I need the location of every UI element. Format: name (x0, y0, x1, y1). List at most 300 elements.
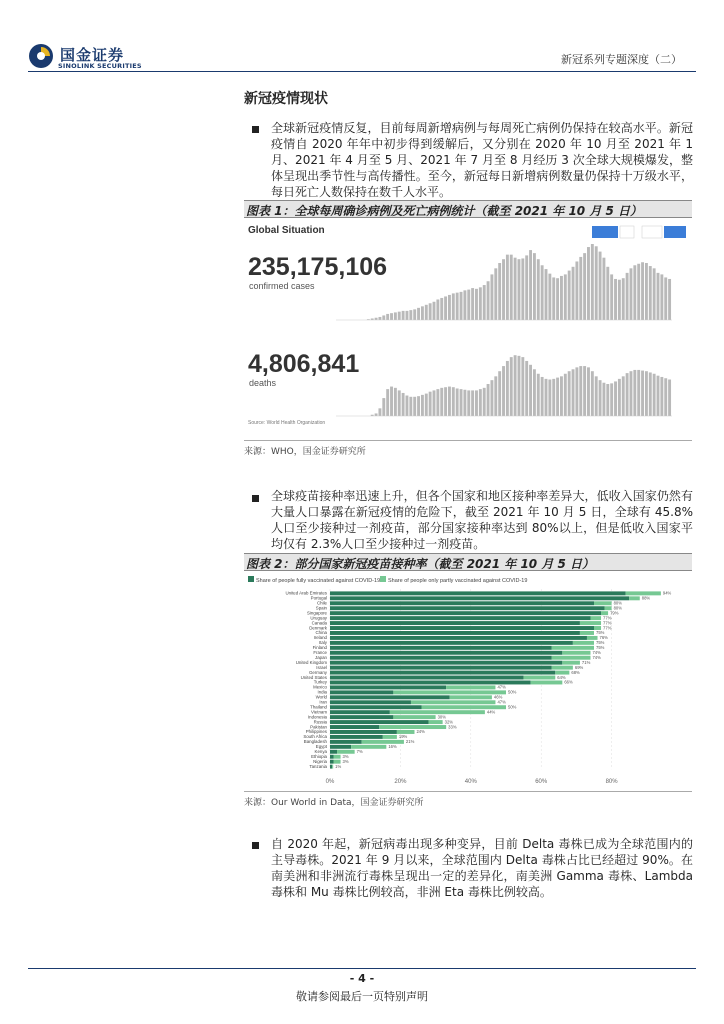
deaths-bar (545, 379, 548, 416)
cases-bar (614, 279, 617, 320)
deaths-bar (529, 365, 532, 416)
cases-bar (417, 308, 420, 320)
deaths-bar (610, 383, 613, 416)
bar-partly-vaccinated (594, 601, 612, 605)
cases-bar (587, 247, 590, 320)
country-label: Canada (311, 620, 327, 626)
cases-bar (521, 258, 524, 320)
cases-bar (375, 318, 378, 320)
bar-partly-vaccinated (552, 666, 573, 670)
toggle-button[interactable] (620, 226, 634, 238)
country-label: Singapore (306, 610, 327, 616)
country-label: United States (300, 674, 327, 680)
deaths-bar (479, 389, 482, 416)
bar-partly-vaccinated (393, 690, 506, 694)
bar-value-label: 77% (603, 615, 612, 621)
x-tick-label: 20% (394, 779, 407, 785)
deaths-bar (622, 376, 625, 416)
cases-bar (537, 259, 540, 320)
legend-partial-swatch (380, 576, 386, 582)
bar-partly-vaccinated (580, 631, 594, 635)
bar-value-label: 19% (398, 734, 408, 740)
country-label: Egypt (315, 744, 327, 750)
bar-fully-vaccinated (330, 606, 605, 610)
deaths-bar (664, 378, 667, 416)
deaths-bar (467, 390, 470, 416)
bar-partly-vaccinated (629, 596, 640, 600)
bar-value-label: 30% (437, 714, 446, 720)
deaths-bar (471, 390, 474, 416)
bar-partly-vaccinated (383, 735, 397, 739)
cases-bar (494, 268, 497, 320)
deaths-bar (556, 378, 559, 416)
cases-bar (572, 267, 575, 320)
deaths-bar (533, 369, 536, 416)
header-divider (28, 71, 696, 72)
bar-fully-vaccinated (330, 601, 594, 605)
deaths-label: deaths (249, 378, 277, 388)
bar-value-label: 79% (610, 610, 619, 616)
bar-value-label: 76% (599, 635, 608, 641)
cases-bar (467, 290, 470, 320)
toggle-button-active[interactable] (592, 226, 618, 238)
cases-bar (436, 299, 439, 320)
cases-bar (452, 293, 455, 320)
cases-bar (595, 246, 598, 320)
cases-bar (402, 311, 405, 320)
deaths-bar (463, 390, 466, 416)
country-label: South Africa (303, 734, 327, 740)
deaths-bar (483, 388, 486, 416)
country-label: China (315, 630, 327, 636)
cases-bar (556, 278, 559, 320)
country-label: Portugal (310, 595, 327, 601)
bar-partly-vaccinated (411, 700, 495, 704)
bar-value-label: 77% (603, 625, 612, 631)
country-label: Tanzania (309, 763, 327, 769)
bar-value-label: 74% (592, 654, 601, 660)
cases-bar (421, 306, 424, 320)
bar-value-label: 68% (571, 669, 580, 675)
cases-bar (502, 259, 505, 320)
cases-bar (382, 315, 385, 320)
bar-value-label: 66% (564, 679, 573, 685)
bar-value-label: 1% (335, 763, 342, 769)
bar-fully-vaccinated (330, 740, 362, 744)
logo-english-name: SINOLINK SECURITIES (58, 62, 142, 70)
deaths-bar (436, 389, 439, 416)
cases-bar (564, 274, 567, 320)
country-label: Pakistan (310, 724, 327, 730)
deaths-bar (409, 397, 412, 416)
bar-fully-vaccinated (330, 631, 580, 635)
cases-bar (630, 268, 633, 320)
deaths-bar (487, 384, 490, 416)
deaths-bar (386, 389, 389, 416)
bar-fully-vaccinated (330, 651, 562, 655)
cases-bar (506, 255, 509, 320)
cases-bar (653, 268, 656, 320)
deaths-bar (668, 380, 671, 416)
deaths-bar (614, 381, 617, 416)
deaths-bar (599, 380, 602, 416)
deaths-bar (429, 392, 432, 416)
footer-divider (28, 968, 696, 969)
bar-partly-vaccinated (362, 740, 404, 744)
cases-bar-series (367, 244, 671, 320)
bullet-icon (252, 842, 259, 849)
deaths-bar (502, 366, 505, 416)
cases-bar (398, 312, 401, 320)
country-label: Nigeria (313, 758, 327, 764)
bar-fully-vaccinated (330, 636, 587, 640)
toggle-button-2[interactable] (642, 226, 662, 238)
bar-value-label: 50% (508, 704, 517, 710)
country-label: Philippines (305, 729, 327, 735)
deaths-bar (637, 370, 640, 416)
bar-value-label: 94% (662, 590, 672, 596)
cases-bar (406, 311, 409, 320)
deaths-bar (541, 377, 544, 416)
cases-bar (460, 292, 463, 320)
country-label: France (313, 650, 327, 655)
cases-bar (483, 285, 486, 320)
figure-2-chart (246, 573, 690, 787)
cases-bar (487, 281, 490, 320)
country-label: Chile (316, 600, 327, 606)
bar-partly-vaccinated (562, 651, 590, 655)
figure-1-source-divider (244, 440, 692, 441)
cases-bar (463, 290, 466, 320)
cases-bar (518, 259, 521, 320)
deaths-bar (421, 395, 424, 416)
bar-fully-vaccinated (330, 725, 379, 729)
cases-bar (622, 278, 625, 320)
country-label: Ireland (313, 635, 327, 641)
bar-fully-vaccinated (330, 755, 334, 759)
bar-fully-vaccinated (330, 666, 552, 670)
figure-2-source-divider (244, 791, 692, 792)
bar-value-label: 69% (574, 664, 584, 670)
deaths-bar (602, 383, 605, 416)
cases-bar (433, 302, 436, 320)
deaths-bar (579, 366, 582, 416)
deaths-bar-series (371, 355, 671, 416)
country-label: Thailand (310, 704, 327, 710)
deaths-bar (591, 371, 594, 416)
bar-fully-vaccinated (330, 676, 524, 680)
confirmed-cases-value: 235,175,106 (248, 253, 388, 281)
deaths-bar (657, 376, 660, 416)
bar-fully-vaccinated (330, 690, 393, 694)
cases-bar (649, 266, 652, 320)
country-label: Denmark (309, 625, 327, 631)
country-label: Germany (308, 669, 327, 675)
cases-bar (548, 274, 551, 320)
cases-bar (664, 277, 667, 320)
deaths-bar (456, 388, 459, 416)
cases-bar (510, 255, 513, 320)
deaths-bar (510, 357, 513, 416)
x-tick-label: 80% (605, 779, 618, 785)
deaths-bar (653, 374, 656, 416)
bar-fully-vaccinated (330, 656, 552, 660)
vaccination-chart-svg (246, 573, 690, 787)
deaths-bar (460, 389, 463, 416)
deaths-bar (633, 370, 636, 416)
bar-partly-vaccinated (580, 621, 601, 625)
cases-bar (645, 263, 648, 320)
deaths-bar (417, 396, 420, 416)
deaths-bar (406, 396, 409, 416)
deaths-bar (440, 388, 443, 416)
deaths-bar (606, 384, 609, 416)
bar-partly-vaccinated (393, 715, 435, 719)
figure-2-caption-bar (244, 553, 692, 571)
cases-bar (378, 317, 381, 320)
cases-bar (633, 265, 636, 320)
bar-fully-vaccinated (330, 626, 594, 630)
bar-value-label: 75% (596, 640, 605, 646)
deaths-bar (444, 387, 447, 416)
cases-bar (413, 309, 416, 320)
bar-fully-vaccinated (330, 611, 601, 615)
section-title: 新冠疫情现状 (244, 91, 328, 107)
bar-value-label: 80% (613, 600, 622, 606)
cases-bar (583, 253, 586, 320)
bar-value-label: 75% (596, 645, 605, 651)
deaths-bar (575, 367, 578, 416)
deaths-bar (498, 371, 501, 416)
footer-disclaimer: 敬请参阅最后一页特别声明 (296, 990, 428, 1003)
cases-bar (456, 293, 459, 320)
x-tick-label: 40% (464, 779, 477, 785)
deaths-bar (390, 387, 393, 416)
bar-value-label: 74% (592, 650, 601, 655)
bar-value-label: 71% (581, 659, 591, 665)
x-tick-label: 60% (535, 779, 548, 785)
country-label: Bangladesh (303, 739, 327, 745)
country-label: United Arab Emirates (285, 590, 327, 596)
cases-bar (394, 312, 397, 320)
bar-fully-vaccinated (330, 745, 351, 749)
deaths-value: 4,806,841 (248, 350, 360, 378)
cases-bar (606, 267, 609, 320)
deaths-bar (641, 371, 644, 416)
cases-bar (409, 310, 412, 320)
bar-value-label: 46% (493, 694, 503, 700)
deaths-bar (548, 380, 551, 416)
country-label: Vietnam (310, 709, 327, 715)
cases-bar (660, 274, 663, 320)
toggle-button-3[interactable] (664, 226, 686, 238)
deaths-bar (521, 357, 524, 416)
bar-partly-vaccinated (334, 755, 341, 759)
vaccination-x-ticks (326, 779, 619, 785)
cases-bar (498, 263, 501, 320)
deaths-bar (587, 367, 590, 416)
bar-fully-vaccinated (330, 730, 397, 734)
bullet-icon (252, 126, 259, 133)
deaths-bar (552, 379, 555, 416)
cases-bar (637, 264, 640, 320)
bar-value-label: 77% (603, 620, 612, 626)
deaths-bar (618, 379, 621, 416)
deaths-bar (382, 398, 385, 416)
bar-value-label: 50% (508, 689, 517, 695)
cases-bar (541, 265, 544, 320)
country-label: World (315, 694, 327, 700)
bar-partly-vaccinated (573, 641, 594, 645)
bar-partly-vaccinated (450, 695, 492, 699)
bar-value-label: 75% (596, 630, 605, 636)
bar-fully-vaccinated (330, 750, 337, 754)
deaths-bar (506, 361, 509, 416)
figure-2-title: 图表 2：部分国家新冠疫苗接种率（截至 2021 年 10 月 5 日） (246, 557, 595, 571)
deaths-bar (630, 371, 633, 416)
bar-fully-vaccinated (330, 720, 429, 724)
country-label: Finland (312, 645, 327, 651)
header-title: 新冠系列专题深度（二） (561, 53, 682, 66)
figure-1-title: 图表 1：全球每周确诊病例及死亡病例统计（截至 2021 年 10 月 5 日） (246, 204, 643, 218)
cases-bar (626, 273, 629, 320)
paragraph-3: 自 2020 年起，新冠病毒出现多种变异，目前 Delta 毒株已成为全球范围内的主导毒株。2021 年 9 月以来，全球范围内 Delta 毒株占比已经超过 90%。在南美洲和非洲流行毒株呈现出一定的差异化，南美洲 Gamma 毒株、Lambda 毒株和 Mu 毒株比例较高，非洲 Eta 毒株比例较高。 (271, 837, 693, 899)
bar-fully-vaccinated (330, 671, 555, 675)
country-label: Spain (315, 605, 327, 611)
country-label: Japan (315, 654, 327, 660)
bar-fully-vaccinated (330, 735, 383, 739)
bar-partly-vaccinated (429, 720, 443, 724)
sinolink-logo-icon (28, 43, 54, 69)
cases-bar (575, 261, 578, 320)
bar-fully-vaccinated (330, 715, 393, 719)
cases-bar (668, 279, 671, 320)
cases-bar (602, 258, 605, 320)
figure-2-source: 来源：Our World in Data，国金证券研究所 (244, 798, 424, 808)
deaths-bar (490, 380, 493, 416)
cases-bar (479, 287, 482, 320)
cases-bar (471, 288, 474, 320)
bullet-icon (252, 495, 259, 502)
country-label: Kenya (314, 749, 327, 754)
deaths-bar (375, 413, 378, 416)
bar-fully-vaccinated (330, 646, 552, 650)
bar-partly-vaccinated (446, 685, 495, 689)
country-label: Turkey (313, 679, 327, 685)
deaths-bar (402, 393, 405, 416)
deaths-bar (537, 374, 540, 416)
bar-fully-vaccinated (330, 596, 629, 600)
confirmed-cases-label: confirmed cases (249, 281, 315, 291)
deaths-bar (514, 355, 517, 416)
bar-value-label: 64% (557, 674, 566, 680)
cases-bar (529, 250, 532, 320)
bar-fully-vaccinated (330, 685, 446, 689)
x-tick-label: 0% (325, 779, 335, 785)
bar-partly-vaccinated (379, 725, 446, 729)
cases-bar (568, 271, 571, 320)
bar-fully-vaccinated (330, 695, 450, 699)
paragraph-1: 全球新冠疫情反复，目前每周新增病例与每周死亡病例仍保持在较高水平。新冠疫情自 2020 年年中初步得到缓解后，又分别在 2020 年 10 月至 2021 年 1 月、2021 年 4 月至 5 月、2021 年 7 月至 8 月经历 3 次全球大规模爆发，整体呈现出季节性与高传播性。至今，新冠每日新增病例数量仍保持十万级水平，每日死亡人数保持在数千人水平。 (271, 121, 693, 199)
logo-chinese-name: 国金证券 (60, 46, 125, 64)
country-label: Uruguay (310, 615, 327, 621)
deaths-bar (398, 390, 401, 416)
bar-fully-vaccinated (330, 641, 573, 645)
deaths-bar (433, 390, 436, 416)
bar-fully-vaccinated (330, 621, 580, 625)
deaths-bar (595, 376, 598, 416)
legend-full-label: Share of people fully vaccinated against COVID-19 (256, 578, 381, 584)
figure-1-chart (246, 220, 690, 436)
bar-fully-vaccinated (330, 705, 422, 709)
bar-partly-vaccinated (524, 676, 556, 680)
figure-1-source: 来源：WHO，国金证券研究所 (244, 447, 366, 457)
cases-bar (591, 244, 594, 320)
bar-partly-vaccinated (552, 646, 594, 650)
source-note: Source: World Health Organization (248, 420, 326, 426)
cases-bar (444, 296, 447, 320)
deaths-bar (525, 361, 528, 416)
cases-bar (429, 303, 432, 320)
bar-value-label: 24% (416, 729, 425, 735)
deaths-bar (494, 376, 497, 416)
bar-value-label: 3% (342, 753, 349, 759)
bar-value-label: 80% (613, 605, 622, 611)
global-situation-title: Global Situation (248, 225, 325, 236)
bar-fully-vaccinated (330, 591, 626, 595)
cases-bar (525, 255, 528, 320)
bar-value-label: 21% (405, 739, 415, 745)
deaths-bar (572, 369, 575, 416)
deaths-bar (583, 366, 586, 416)
cases-bar (641, 262, 644, 320)
page-number: - 4 - (349, 972, 375, 985)
cases-bar (533, 253, 536, 320)
cases-bar (386, 314, 389, 320)
country-label: Israel (316, 664, 327, 670)
legend-full-swatch (248, 576, 254, 582)
bar-value-label: 47% (497, 684, 506, 690)
bar-value-label: 32% (444, 719, 454, 725)
cases-bar (657, 273, 660, 320)
bar-fully-vaccinated (330, 661, 562, 665)
vaccination-bars (286, 591, 672, 769)
cases-bar (545, 269, 548, 320)
deaths-bar (452, 387, 455, 416)
bar-fully-vaccinated (330, 710, 390, 714)
country-label: Italy (318, 640, 327, 646)
country-label: Mexico (313, 684, 327, 690)
cases-bar (390, 313, 393, 320)
bar-value-label: 7% (356, 749, 363, 754)
country-label: United Kingdom (295, 659, 327, 665)
bar-value-label: 47% (497, 699, 506, 705)
cases-bar (425, 305, 428, 320)
deaths-bar (649, 372, 652, 416)
cases-bar (560, 276, 563, 320)
deaths-bar (425, 394, 428, 416)
global-situation-svg (246, 220, 690, 436)
deaths-bar (560, 376, 563, 416)
country-label: Iran (319, 699, 327, 705)
deaths-bar (626, 373, 629, 416)
deaths-bar (645, 371, 648, 416)
bar-partly-vaccinated (590, 616, 601, 620)
deaths-bar (564, 374, 567, 416)
bar-value-label: 33% (448, 724, 457, 730)
deaths-bar (518, 356, 521, 416)
bar-fully-vaccinated (330, 765, 332, 769)
